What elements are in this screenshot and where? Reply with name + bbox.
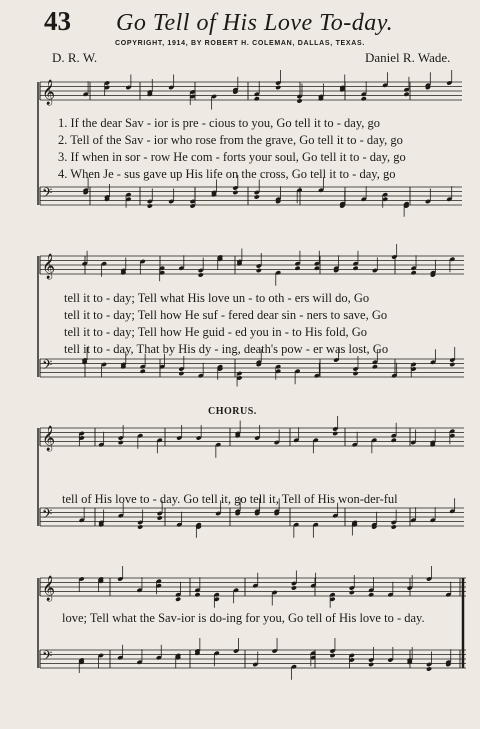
verse-1-line-2: tell it to - day; Tell what His love un - to oth - ers will do, Go <box>64 291 370 305</box>
note-head <box>294 266 300 271</box>
verse-2-line-2: tell it to - day; Tell how He suf - fered dear sin - ners to save, Go <box>64 308 388 322</box>
bass-clef-icon: 𝄢 <box>42 357 53 376</box>
verse-1-line-1: 1. If the dear Sav - ior is pre - cious to you, Go tell it to - day, go <box>58 116 381 130</box>
note-head <box>391 438 397 443</box>
note-head <box>332 431 338 436</box>
chorus-label: CHORUS. <box>208 406 257 417</box>
note-head <box>403 92 409 97</box>
note-head <box>275 85 281 90</box>
bass-clef-icon: 𝄢 <box>42 185 53 204</box>
note-head <box>198 272 204 277</box>
bass-clef-icon: 𝄢 <box>42 506 53 525</box>
note-head <box>391 524 397 529</box>
note-head <box>157 515 163 520</box>
verse-4-line-1: 4. When Je - sus gave up His life on the cross, Go tell it to - day, go <box>58 167 396 181</box>
note-head <box>352 371 358 376</box>
note-head <box>449 362 455 367</box>
note-head <box>296 98 302 103</box>
note-head <box>256 268 262 273</box>
note-head <box>137 524 143 529</box>
note-head <box>254 194 260 199</box>
note-head <box>194 592 200 597</box>
note-head <box>329 653 335 658</box>
note-head <box>140 369 146 374</box>
bass-clef-icon: 𝄢 <box>42 648 53 667</box>
treble-clef-icon: 𝄞 <box>42 254 56 279</box>
chorus-line-2: love; Tell what the Sav-ior is do-ing for you, Go tell of His love to - day. <box>62 611 425 625</box>
note-head <box>232 190 238 195</box>
hymn-number: 43 <box>44 6 71 36</box>
note-head <box>361 96 367 101</box>
note-head <box>178 371 184 376</box>
chorus-line-1: tell of His love to - day. Go tell it, go tell it, Tell of His won-der-ful <box>62 492 398 506</box>
note-head <box>349 590 355 595</box>
note-head <box>147 203 153 208</box>
note-head <box>368 592 374 597</box>
note-head <box>118 440 124 445</box>
words-author: D. R. W. <box>52 50 98 65</box>
copyright-notice: COPYRIGHT, 1914, BY ROBERT H. COLEMAN, DALLAS, TEXAS. <box>114 40 366 47</box>
treble-clef-icon: 𝄞 <box>42 426 56 451</box>
note-head <box>372 364 378 369</box>
music-composer: Daniel R. Wade. <box>365 50 451 65</box>
verse-3-line-2: tell it to - day; Tell how He guid - ed you in - to His fold, Go <box>64 325 368 339</box>
verse-3-line-1: 3. If when in sor - row He com - forts your soul, Go tell it to - day, go <box>58 150 406 164</box>
note-head <box>368 662 374 667</box>
hymn-title: Go Tell of His Love To-day. <box>116 10 394 36</box>
note-head <box>314 266 320 271</box>
verse-4-line-2: tell it to - day, That by His dy - ing, death's pow - er was lost, Go <box>64 342 389 356</box>
note-head <box>291 585 297 590</box>
treble-clef-icon: 𝄞 <box>42 576 56 601</box>
verse-2-line-1: 2. Tell of the Sav - ior who rose from the grave, Go tell it to - day, go <box>58 133 403 147</box>
note-head <box>426 666 432 671</box>
note-head <box>352 266 358 271</box>
note-head <box>175 597 181 602</box>
note-head <box>254 96 260 101</box>
note-head <box>411 270 417 275</box>
treble-clef-icon: 𝄞 <box>42 80 56 105</box>
